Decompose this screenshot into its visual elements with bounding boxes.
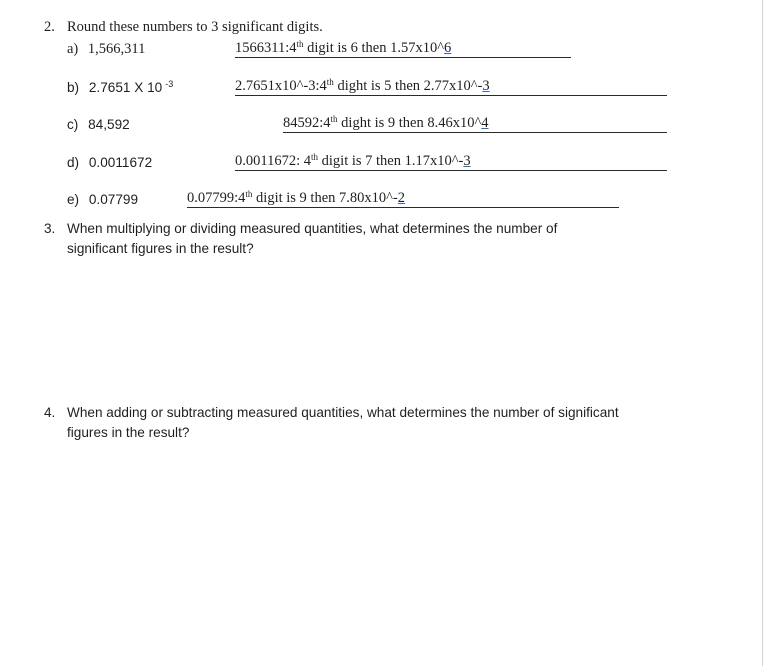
item-c: [67, 117, 130, 132]
item-b-exponent: -3: [165, 79, 174, 89]
question-3-line-2: significant figures in the result?: [67, 241, 254, 256]
item-a-value: 1,566,311: [87, 41, 146, 57]
answer-e[interactable]: 0.07799:4th digit is 9 then 7.80x10^-2: [187, 189, 619, 208]
item-b: [67, 80, 173, 95]
item-c-value: 84,592: [88, 117, 130, 132]
answer-b[interactable]: 2.7651x10^-3:4th dight is 5 then 2.77x10^-3: [235, 77, 667, 96]
item-b-value: 2.7651 X 10: [88, 80, 163, 95]
answer-d[interactable]: 0.0011672: 4th digit is 7 then 1.17x10^-3: [235, 152, 667, 171]
item-d-value: 0.0011672: [88, 155, 153, 170]
item-e: [67, 192, 138, 207]
answer-a[interactable]: 1566311:4th digit is 6 then 1.57x10^6: [235, 39, 571, 58]
item-e-label: e): [67, 192, 80, 207]
question-4-line-1: When adding or subtracting measured quantities, what determines the number of significant: [67, 405, 619, 420]
question-4-number: 4.: [44, 405, 56, 420]
item-a-label: a): [67, 41, 79, 57]
item-e-value: 0.07799: [88, 192, 139, 207]
item-b-label: b): [67, 80, 80, 95]
question-2-number: 2.: [44, 19, 55, 35]
item-d-label: d): [67, 155, 80, 170]
item-a: [67, 41, 145, 58]
item-c-label: c): [67, 117, 79, 132]
item-d: [67, 155, 152, 170]
question-3-number: 3.: [44, 221, 56, 236]
question-4-line-2: figures in the result?: [67, 425, 190, 440]
question-2-prompt: Round these numbers to 3 significant digits.: [67, 19, 323, 35]
question-3-line-1: When multiplying or dividing measured quantities, what determines the number of: [67, 221, 558, 236]
answer-c[interactable]: 84592:4th dight is 9 then 8.46x10^4: [283, 114, 667, 133]
